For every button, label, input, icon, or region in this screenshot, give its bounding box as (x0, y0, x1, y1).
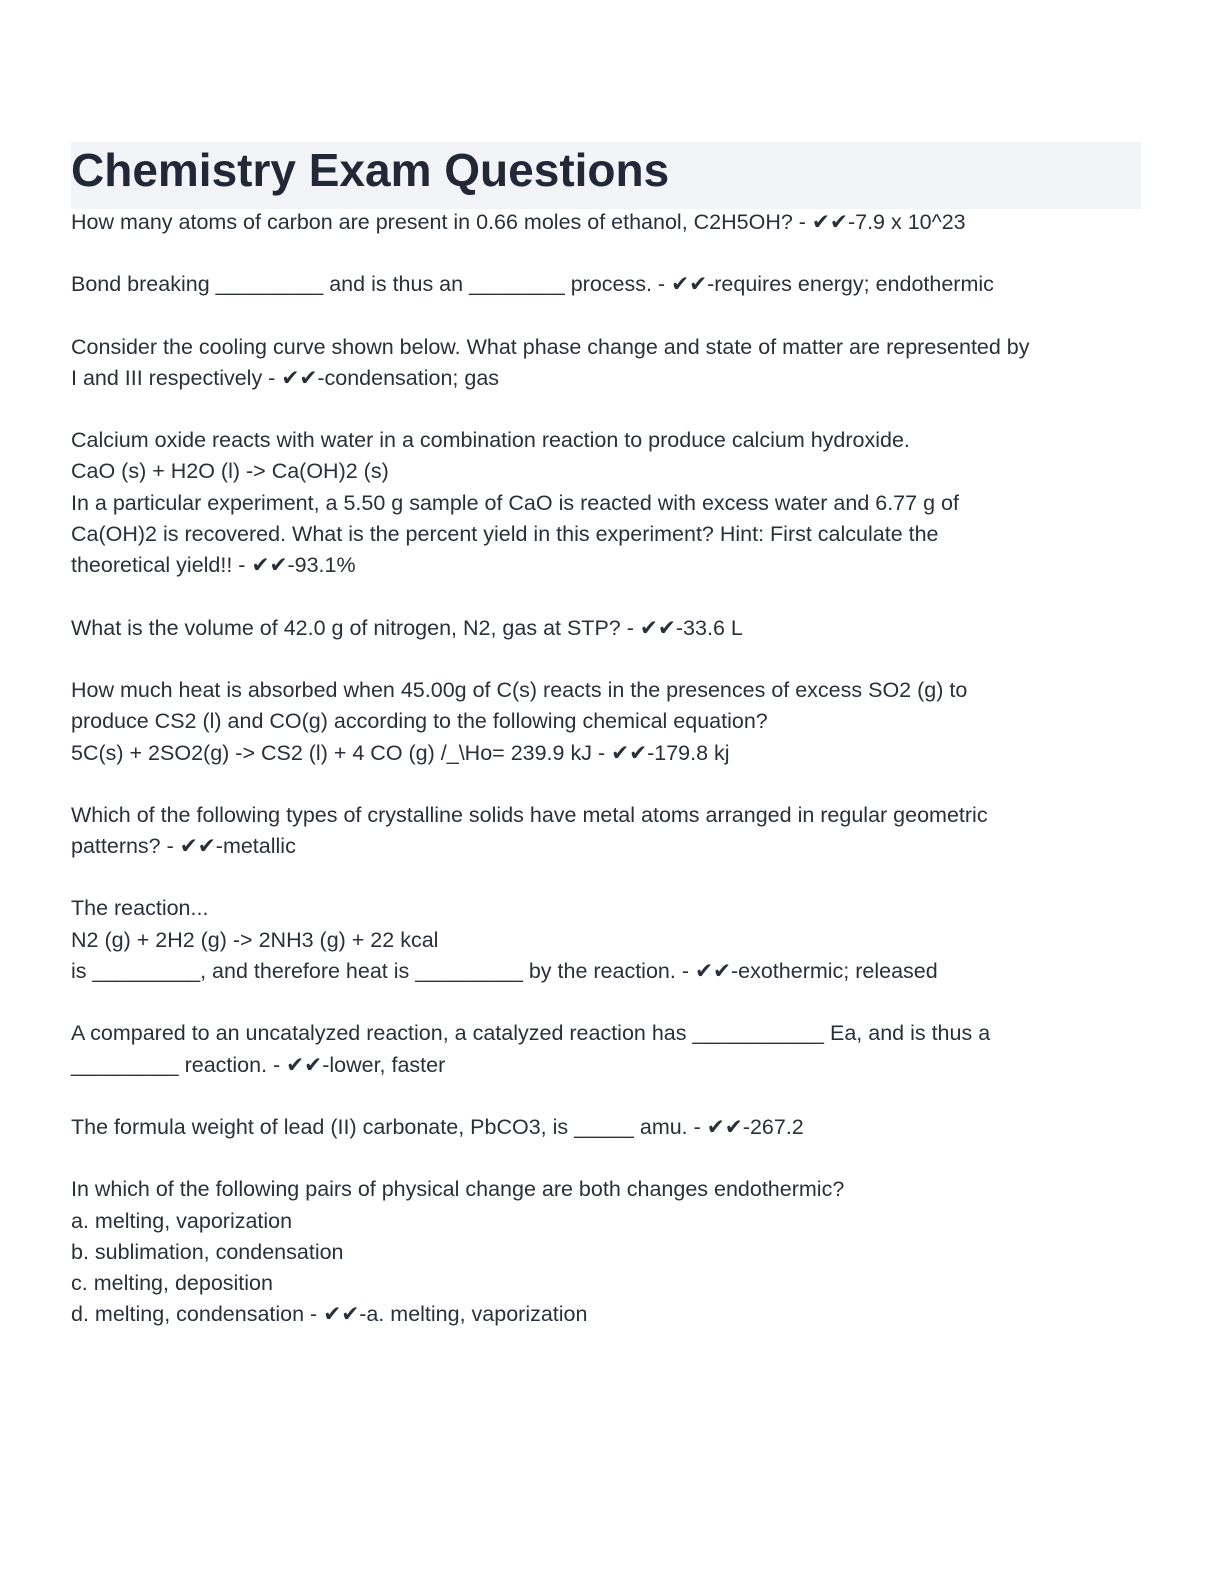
question-item (71, 1112, 1146, 1143)
question-line (71, 1206, 1146, 1237)
question-line (71, 800, 1146, 831)
question-list (71, 207, 1146, 1362)
question-line (71, 831, 1146, 862)
answer-text: -7.9 x 10^23 (847, 210, 966, 234)
answer-text: -33.6 L (675, 615, 743, 640)
question-line (71, 488, 1146, 519)
check-mark-icon: ✔✔ (694, 959, 731, 984)
question-text: The reaction... (71, 896, 209, 921)
question-text: I and III respectively - (71, 365, 282, 390)
question-line (71, 425, 1146, 456)
question-text: What is the volume of 42.0 g of nitrogen, N2, gas at STP? - (71, 615, 640, 640)
question-text: How many atoms of carbon are present in 0.66 moles of ethanol, C2H5OH? - (71, 210, 812, 234)
question-line (71, 207, 1146, 238)
check-mark-icon: ✔✔ (639, 615, 676, 640)
question-line (71, 1268, 1146, 1299)
question-text: In which of the following pairs of physical change are both changes endothermic? (71, 1177, 845, 1202)
answer-text: -267.2 (742, 1114, 804, 1139)
question-text: _________ reaction. - (71, 1052, 287, 1077)
question-line (71, 456, 1146, 487)
question-line (71, 925, 1146, 956)
question-text: patterns? - (71, 834, 180, 859)
question-line (71, 1174, 1146, 1205)
question-line (71, 550, 1146, 581)
check-mark-icon: ✔✔ (179, 834, 216, 859)
check-mark-icon: ✔✔ (671, 272, 708, 297)
question-text: produce CS2 (l) and CO(g) according to the following chemical equation? (71, 709, 768, 734)
question-text: A compared to an uncatalyzed reaction, a catalyzed reaction has ___________ Ea, and is thus a (71, 1021, 991, 1046)
question-text: a. melting, vaporization (71, 1208, 293, 1233)
question-text: 5C(s) + 2SO2(g) -> CS2 (l) + 4 CO (g) /_\Ho= 239.9 kJ - (71, 740, 612, 765)
question-item (71, 269, 1146, 300)
question-item (71, 425, 1146, 581)
question-text: Bond breaking _________ and is thus an ________ process. - (71, 272, 672, 297)
question-item (71, 332, 1146, 395)
question-line (71, 956, 1146, 987)
question-item (71, 893, 1146, 987)
question-line (71, 1112, 1146, 1143)
answer-text: -lower, faster (322, 1052, 446, 1077)
question-line (71, 332, 1146, 363)
answer-text: -exothermic; released (730, 959, 938, 984)
question-line (71, 675, 1146, 706)
check-mark-icon: ✔✔ (811, 210, 848, 234)
question-line (71, 519, 1146, 550)
check-mark-icon: ✔✔ (281, 365, 318, 390)
answer-text: -93.1% (287, 553, 356, 578)
answer-text: -condensation; gas (317, 365, 500, 390)
question-text: theoretical yield!! - (71, 553, 252, 578)
check-mark-icon: ✔✔ (251, 553, 288, 578)
question-text: Which of the following types of crystalline solids have metal atoms arranged in regular geometric (71, 802, 988, 827)
question-text: c. melting, deposition (71, 1271, 273, 1296)
question-text: is _________, and therefore heat is _________ by the reaction. - (71, 959, 695, 984)
answer-text: -179.8 kj (647, 740, 730, 765)
question-item (71, 613, 1146, 644)
check-mark-icon: ✔✔ (706, 1114, 743, 1139)
check-mark-icon: ✔✔ (611, 740, 648, 765)
question-item (71, 207, 1146, 238)
answer-text: -a. melting, vaporization (359, 1302, 588, 1327)
question-line (71, 613, 1146, 644)
question-text: How much heat is absorbed when 45.00g of C(s) reacts in the presences of excess SO2 (g) to (71, 677, 968, 702)
question-item (71, 675, 1146, 769)
question-line (71, 893, 1146, 924)
question-text: b. sublimation, condensation (71, 1239, 344, 1264)
answer-text: -requires energy; endothermic (707, 272, 994, 297)
page-title: Chemistry Exam Questions (71, 144, 670, 196)
question-text: Ca(OH)2 is recovered. What is the percent yield in this experiment? Hint: First calculate the (71, 522, 939, 547)
question-line (71, 738, 1146, 769)
question-text: d. melting, condensation - (71, 1302, 324, 1327)
question-line (71, 1050, 1146, 1081)
question-line (71, 706, 1146, 737)
question-text: N2 (g) + 2H2 (g) -> 2NH3 (g) + 22 kcal (71, 927, 439, 952)
question-line (71, 269, 1146, 300)
question-line (71, 363, 1146, 394)
question-text: Consider the cooling curve shown below. What phase change and state of matter are represented by (71, 334, 1030, 359)
question-item (71, 1174, 1146, 1330)
question-line (71, 1237, 1146, 1268)
question-item (71, 800, 1146, 863)
check-mark-icon: ✔✔ (286, 1052, 323, 1077)
question-text: In a particular experiment, a 5.50 g sample of CaO is reacted with excess water and 6.77 g of (71, 490, 959, 515)
question-line (71, 1018, 1146, 1049)
answer-text: -metallic (215, 834, 296, 859)
check-mark-icon: ✔✔ (323, 1302, 360, 1327)
question-text: CaO (s) + H2O (l) -> Ca(OH)2 (s) (71, 459, 389, 484)
question-text: Calcium oxide reacts with water in a combination reaction to produce calcium hydroxide. (71, 428, 910, 453)
question-line (71, 1299, 1146, 1330)
question-item (71, 1018, 1146, 1081)
question-text: The formula weight of lead (II) carbonate, PbCO3, is _____ amu. - (71, 1114, 707, 1139)
